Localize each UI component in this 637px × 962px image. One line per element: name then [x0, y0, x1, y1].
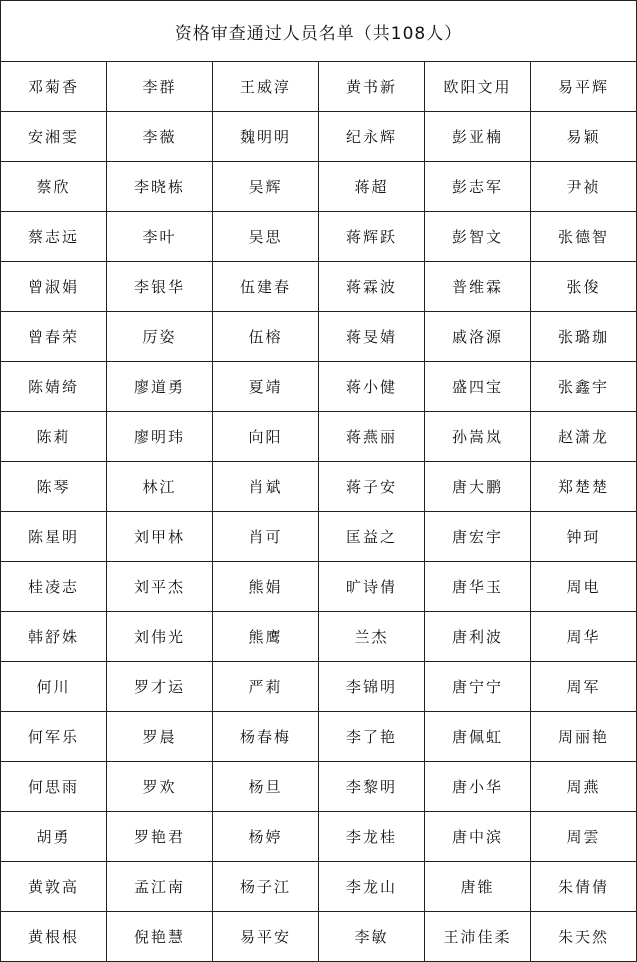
name-cell: 陈琴 — [1, 462, 107, 512]
name-cell: 伍榕 — [213, 312, 319, 362]
name-cell: 周雲 — [531, 812, 637, 862]
name-cell: 张璐珈 — [531, 312, 637, 362]
table-row — [1, 262, 637, 312]
name-cell: 旷诗倩 — [319, 562, 425, 612]
name-cell: 安湘雯 — [1, 112, 107, 162]
name-cell: 王威淳 — [213, 62, 319, 112]
name-cell: 魏明明 — [213, 112, 319, 162]
name-cell: 易颖 — [531, 112, 637, 162]
name-cell: 吴思 — [213, 212, 319, 262]
name-cell: 刘甲林 — [107, 512, 213, 562]
name-cell: 周燕 — [531, 762, 637, 812]
table-row — [1, 512, 637, 562]
name-cell: 陈莉 — [1, 412, 107, 462]
name-cell: 唐宏宇 — [425, 512, 531, 562]
name-cell: 罗欢 — [107, 762, 213, 812]
name-cell: 杨旦 — [213, 762, 319, 812]
name-cell: 李了艳 — [319, 712, 425, 762]
name-cell: 唐宁宁 — [425, 662, 531, 712]
table-row — [1, 312, 637, 362]
name-cell: 唐大鹏 — [425, 462, 531, 512]
name-cell: 何思雨 — [1, 762, 107, 812]
name-cell: 匡益之 — [319, 512, 425, 562]
name-cell: 纪永辉 — [319, 112, 425, 162]
name-cell: 李银华 — [107, 262, 213, 312]
name-cell: 李叶 — [107, 212, 213, 262]
name-cell: 罗晨 — [107, 712, 213, 762]
name-cell: 蒋燕丽 — [319, 412, 425, 462]
name-cell: 蒋辉跃 — [319, 212, 425, 262]
table-row — [1, 362, 637, 412]
name-cell: 王沛佳柔 — [425, 912, 531, 962]
name-cell: 肖斌 — [213, 462, 319, 512]
name-cell: 唐锥 — [425, 862, 531, 912]
name-cell: 罗艳君 — [107, 812, 213, 862]
name-cell: 曾淑娟 — [1, 262, 107, 312]
name-cell: 陈婧绮 — [1, 362, 107, 412]
roster-table — [0, 61, 637, 962]
name-cell: 刘伟光 — [107, 612, 213, 662]
name-cell: 盛四宝 — [425, 362, 531, 412]
table-row — [1, 612, 637, 662]
table-row — [1, 412, 637, 462]
name-cell: 李晓栋 — [107, 162, 213, 212]
table-row — [1, 662, 637, 712]
name-cell: 曾春荣 — [1, 312, 107, 362]
name-cell: 李黎明 — [319, 762, 425, 812]
name-cell: 何川 — [1, 662, 107, 712]
name-cell: 张鑫宇 — [531, 362, 637, 412]
name-cell: 林江 — [107, 462, 213, 512]
name-cell: 孟江南 — [107, 862, 213, 912]
table-row — [1, 62, 637, 112]
name-cell: 李锦明 — [319, 662, 425, 712]
name-cell: 李龙桂 — [319, 812, 425, 862]
name-cell: 张德智 — [531, 212, 637, 262]
name-cell: 黄根根 — [1, 912, 107, 962]
name-cell: 向阳 — [213, 412, 319, 462]
name-cell: 周电 — [531, 562, 637, 612]
name-cell: 周丽艳 — [531, 712, 637, 762]
name-cell: 赵潇龙 — [531, 412, 637, 462]
name-cell: 蒋霖波 — [319, 262, 425, 312]
document-title: 资格审查通过人员名单（共108人） — [0, 0, 637, 61]
name-cell: 黄敦高 — [1, 862, 107, 912]
name-cell: 唐小华 — [425, 762, 531, 812]
name-cell: 蒋子安 — [319, 462, 425, 512]
name-cell: 厉姿 — [107, 312, 213, 362]
name-cell: 周华 — [531, 612, 637, 662]
name-cell: 韩舒姝 — [1, 612, 107, 662]
name-cell: 伍建春 — [213, 262, 319, 312]
table-row — [1, 862, 637, 912]
name-cell: 唐佩虹 — [425, 712, 531, 762]
name-cell: 黄书新 — [319, 62, 425, 112]
name-cell: 普维霖 — [425, 262, 531, 312]
name-cell: 郑楚楚 — [531, 462, 637, 512]
table-row — [1, 112, 637, 162]
name-cell: 胡勇 — [1, 812, 107, 862]
name-cell: 李群 — [107, 62, 213, 112]
name-cell: 吴辉 — [213, 162, 319, 212]
name-cell: 张俊 — [531, 262, 637, 312]
name-cell: 戚洛源 — [425, 312, 531, 362]
name-cell: 杨春梅 — [213, 712, 319, 762]
name-cell: 邓菊香 — [1, 62, 107, 112]
name-cell: 李薇 — [107, 112, 213, 162]
name-cell: 唐利波 — [425, 612, 531, 662]
name-cell: 杨婷 — [213, 812, 319, 862]
name-cell: 蒋旻婧 — [319, 312, 425, 362]
name-cell: 易平辉 — [531, 62, 637, 112]
name-cell: 蒋超 — [319, 162, 425, 212]
name-cell: 桂凌志 — [1, 562, 107, 612]
name-cell: 蔡志远 — [1, 212, 107, 262]
name-cell: 欧阳文用 — [425, 62, 531, 112]
name-cell: 何军乐 — [1, 712, 107, 762]
name-cell: 刘平杰 — [107, 562, 213, 612]
name-cell: 熊娟 — [213, 562, 319, 612]
name-cell: 肖可 — [213, 512, 319, 562]
name-cell: 孙嵩岚 — [425, 412, 531, 462]
name-cell: 杨子江 — [213, 862, 319, 912]
table-row — [1, 712, 637, 762]
name-cell: 钟珂 — [531, 512, 637, 562]
name-cell: 彭亚楠 — [425, 112, 531, 162]
name-cell: 唐华玉 — [425, 562, 531, 612]
name-cell: 李敏 — [319, 912, 425, 962]
name-cell: 尹祯 — [531, 162, 637, 212]
name-cell: 陈星明 — [1, 512, 107, 562]
table-row — [1, 462, 637, 512]
name-cell: 李龙山 — [319, 862, 425, 912]
name-cell: 朱倩倩 — [531, 862, 637, 912]
name-cell: 彭智文 — [425, 212, 531, 262]
name-cell: 蔡欣 — [1, 162, 107, 212]
name-cell: 朱天然 — [531, 912, 637, 962]
table-row — [1, 812, 637, 862]
table-row — [1, 762, 637, 812]
name-cell: 倪艳慧 — [107, 912, 213, 962]
name-cell: 熊鹰 — [213, 612, 319, 662]
name-cell: 蒋小健 — [319, 362, 425, 412]
name-cell: 唐中滨 — [425, 812, 531, 862]
name-cell: 夏靖 — [213, 362, 319, 412]
table-row — [1, 912, 637, 962]
name-cell: 严莉 — [213, 662, 319, 712]
name-cell: 易平安 — [213, 912, 319, 962]
name-cell: 罗才运 — [107, 662, 213, 712]
name-cell: 廖道勇 — [107, 362, 213, 412]
name-cell: 彭志军 — [425, 162, 531, 212]
name-cell: 廖明玮 — [107, 412, 213, 462]
name-cell: 周军 — [531, 662, 637, 712]
table-row — [1, 162, 637, 212]
table-row — [1, 562, 637, 612]
name-cell: 兰杰 — [319, 612, 425, 662]
roster-table-body — [1, 62, 637, 962]
table-row — [1, 212, 637, 262]
